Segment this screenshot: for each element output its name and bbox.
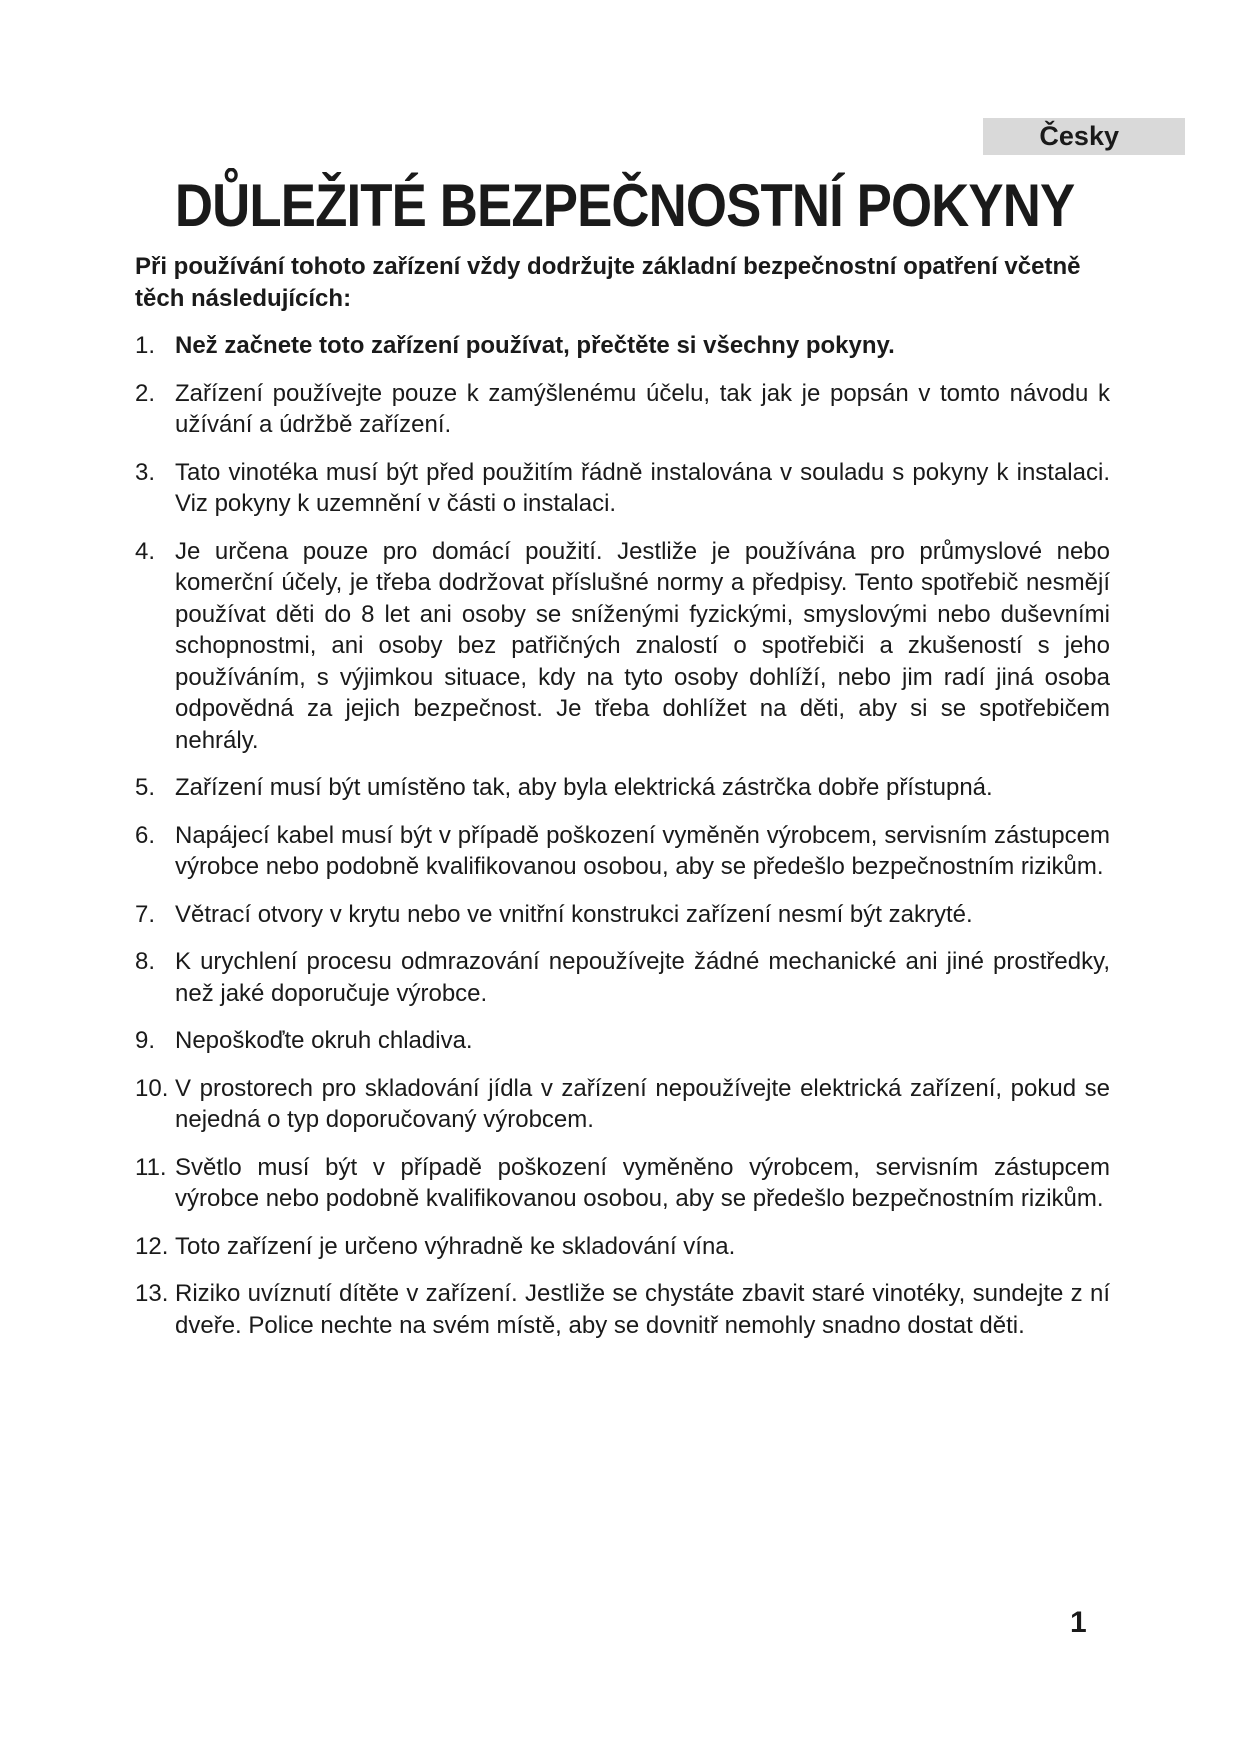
item-text: Větrací otvory v krytu nebo ve vnitřní konstrukci zařízení nesmí být zakryté. bbox=[175, 900, 973, 928]
item-number: 4. bbox=[135, 537, 156, 565]
item-text: Toto zařízení je určeno výhradně ke skladování vína. bbox=[175, 1232, 736, 1260]
list-item bbox=[135, 330, 1135, 362]
item-number: 11. bbox=[135, 1153, 167, 1181]
page-title: DŮLEŽITÉ BEZPEČNOSTNÍ POKYNY bbox=[174, 172, 1075, 239]
item-text: Tato vinotéka musí být před použitím řádně instalována v souladu s pokyny k instalaci. Viz pokyny k uzemnění v části o instalaci. bbox=[175, 458, 1110, 517]
item-text: Světlo musí být v případě poškození vyměněno výrobcem, servisním zástupcem výrobce nebo podobně kvalifikovanou osobou, aby se předešlo bezpečnostním rizikům. bbox=[175, 1153, 1110, 1212]
item-number: 9. bbox=[135, 1027, 156, 1054]
list-item bbox=[135, 946, 1135, 1009]
list-item bbox=[135, 1231, 1135, 1263]
list-item bbox=[135, 1152, 1135, 1215]
item-number: 1. bbox=[135, 332, 156, 359]
list-item bbox=[135, 457, 1135, 520]
item-text: Je určena pouze pro domácí použití. Jestliže je používána pro průmyslové nebo komerční účely, je třeba dodržovat příslušné normy a předpisy. Tento spotřebič nesmějí používat děti do 8 let ani osoby se sníženými fyzickými, smyslovými nebo duševními schopnostmi, ani osoby bez patřičných znalostí o spotřebiči a zkušeností s jeho používáním, s výjimkou situace, kdy na tyto osoby dohlíží, nebo jim radí jiná osoba odpovědná za jejich bezpečnost. Je třeba dohlížet na děti, aby si se spotřebičem nehrály. bbox=[175, 537, 1110, 754]
item-text: Zařízení musí být umístěno tak, aby byla elektrická zástrčka dobře přístupná. bbox=[175, 774, 993, 801]
item-text: K urychlení procesu odmrazování nepoužívejte žádné mechanické ani jiné prostředky, než jaké doporučuje výrobce. bbox=[175, 948, 1110, 1007]
item-text: V prostorech pro skladování jídla v zařízení nepoužívejte elektrická zařízení, pokud se nejedná o typ doporučovaný výrobcem. bbox=[175, 1074, 1110, 1133]
intro-paragraph: Při používání tohoto zařízení vždy dodržujte základní bezpečnostní opatření včetně těch následujících: bbox=[135, 253, 1081, 312]
list-item bbox=[135, 1278, 1135, 1341]
item-text: Než začnete toto zařízení používat, přečtěte si všechny pokyny. bbox=[175, 332, 895, 359]
item-number: 7. bbox=[135, 900, 156, 928]
item-number: 6. bbox=[135, 821, 156, 849]
list-item bbox=[135, 899, 1135, 931]
language-tab: Česky bbox=[983, 118, 1185, 155]
list-item bbox=[135, 536, 1135, 757]
list-item bbox=[135, 772, 1135, 804]
item-text: Zařízení používejte pouze k zamýšlenému účelu, tak jak je popsán v tomto návodu k užívání a údržbě zařízení. bbox=[175, 379, 1110, 438]
safety-instructions-list bbox=[135, 330, 1135, 1357]
page-number: 1 bbox=[1070, 1606, 1087, 1639]
item-number: 3. bbox=[135, 458, 156, 486]
item-text: Nepoškoďte okruh chladiva. bbox=[175, 1027, 473, 1054]
list-item bbox=[135, 820, 1135, 883]
item-number: 12. bbox=[135, 1232, 169, 1260]
list-item bbox=[135, 1073, 1135, 1136]
item-text: Napájecí kabel musí být v případě poškození vyměněn výrobcem, servisním zástupcem výrobce nebo podobně kvalifikovanou osobou, aby se předešlo bezpečnostním rizikům. bbox=[175, 821, 1110, 880]
item-text: Riziko uvíznutí dítěte v zařízení. Jestliže se chystáte zbavit staré vinotéky, sundejte z ní dveře. Police nechte na svém místě, aby se dovnitř nemohly snadno dostat děti. bbox=[175, 1280, 1110, 1339]
list-item bbox=[135, 378, 1135, 441]
item-number: 8. bbox=[135, 948, 156, 975]
item-number: 13. bbox=[135, 1280, 169, 1307]
item-number: 10. bbox=[135, 1074, 169, 1102]
item-number: 5. bbox=[135, 774, 156, 801]
list-item bbox=[135, 1025, 1135, 1057]
item-number: 2. bbox=[135, 379, 156, 407]
